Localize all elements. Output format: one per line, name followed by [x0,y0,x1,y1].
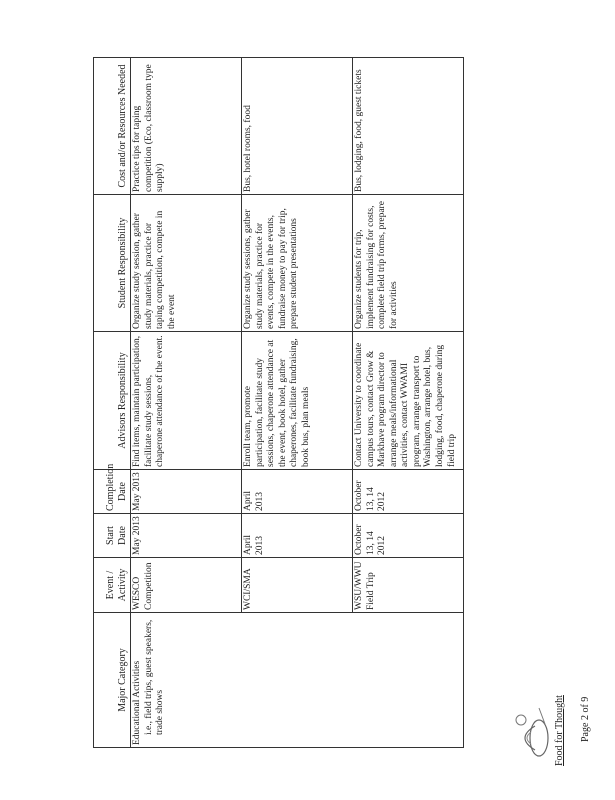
student-cell: Organize students for trip, implement fundraising for costs, complete field trip forms, prepare for activities [353,195,464,332]
completion-date-cell: April 2013 [242,470,353,514]
event-cell: WESCO Competition [131,558,242,613]
table-row [131,58,242,748]
cost-cell: Bus, hotel rooms, food [242,58,353,195]
completion-date-cell: October 13, 14 2012 [353,470,464,514]
category-title: Educational Activities [132,660,142,745]
header-start-date: Start Date [94,514,131,558]
start-date-cell: May 2013 [131,514,242,558]
cost-cell: Bus, lodging, food, guest tickets [353,58,464,195]
student-cell: Organize study sessions, gather study materials, practice for events, compete in the events, fundraise money to pay for trip, prepare student presentations [242,195,353,332]
table-header-row [94,58,131,748]
document-page [13,30,593,770]
page-number: Page 2 of 9 [580,696,591,742]
header-completion-date: Completion Date [94,470,131,514]
organization-logo-icon [509,702,553,760]
advisors-cell: Enroll team, promote participation, facilitate study sessions, chaperone attendance at the event, book hotel, gather chaperones, facilitate fundraising, book bus, plan meals [242,332,353,470]
header-student-responsibility: Student Responsibility [94,195,131,332]
header-advisors-responsibility: Advisors Responsibility [94,332,131,470]
activity-plan-table [93,57,464,748]
category-detail: i.e., field trips, guest speakers, trade shows [143,619,166,735]
header-event: Event / Activity [94,558,131,613]
cost-cell: Practice tips for taping competition (Eco, classroom type supply) [131,58,242,195]
header-cost-resources: Cost and/or Resources Needed [94,58,131,195]
student-cell: Organize study session, gather study materials, practice for taping competition, compete in the event [131,195,242,332]
start-date-cell: October 13, 14 2012 [353,514,464,558]
header-major-category: Major Category [94,613,131,748]
event-cell: WSU/WWU Field Trip [353,558,464,613]
event-cell: WCI/SMA [242,558,353,613]
advisors-cell: Contact University to coordinate campus tours, contact Grow & Markhave program director to arrange meals/informational activities, contact WWAMI program, arrange transport to Washington, arrange hotel, bus, lodging, food, chaperone during field trip [353,332,464,470]
category-cell [131,613,464,748]
logo-caption: Food for Thought [554,695,565,766]
start-date-cell: April 2013 [242,514,353,558]
advisors-cell: Find items, maintain participation, facilitate study sessions, chaperone attendance of the event. [131,332,242,470]
completion-date-cell: May 2013 [131,470,242,514]
